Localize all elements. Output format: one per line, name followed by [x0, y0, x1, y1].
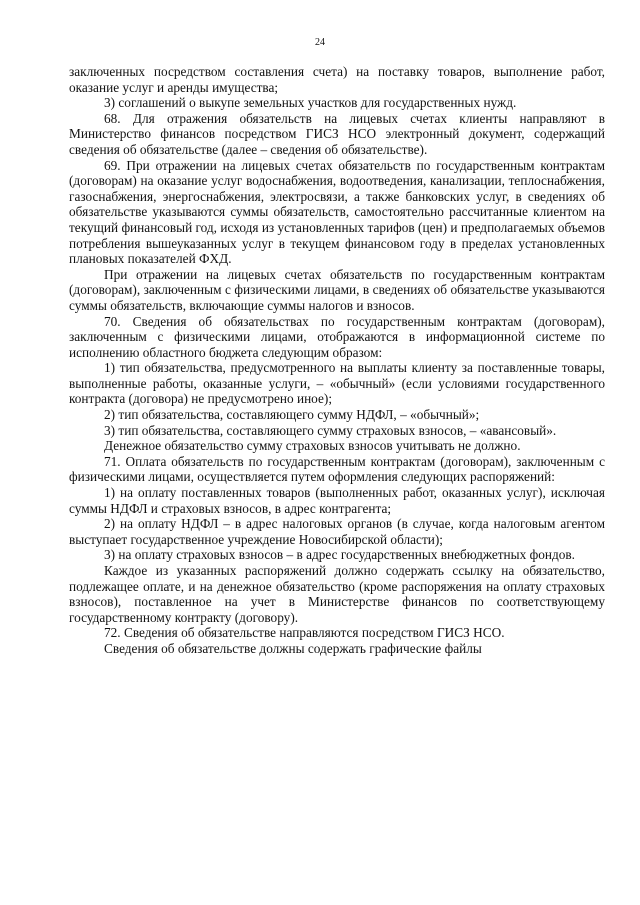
paragraph-continuation: заключенных посредством составления счета) на поставку товаров, выполнение работ, оказание услуг и аренды имущества; — [69, 64, 605, 95]
paragraph-71-note: Каждое из указанных распоряжений должно содержать ссылку на обязательство, подлежащее оплате, и на денежное обязательство (кроме распоряжения на оплату страховых взносов), поставленное на учет в Министерстве финансов по соответствующему государственному контракту (договору). — [69, 563, 605, 625]
paragraph-71-item-1: 1) на оплату поставленных товаров (выполненных работ, оказанных услуг), исключая суммы НДФЛ и страховых взносов, в адрес контрагента; — [69, 485, 605, 516]
paragraph-69: 69. При отражении на лицевых счетах обязательств по государственным контрактам (договорам) на оказание услуг водоснабжения, водоотведения, канализации, теплоснабжения, газоснабжения, энергоснабжения, электросвязи, а также банковских услуг, в сведениях об обязательстве указываются суммы обязательств, самостоятельно рассчитанные клиентом на текущий финансовый год, исходя из установленных тарифов (цен) и предполагаемых объемов потребления вышеуказанных услуг в текущем финансовом году в пределах установленных плановых показателей ФХД. — [69, 157, 605, 267]
paragraph-item-3-land: 3) соглашений о выкупе земельных участков для государственных нужд. — [104, 95, 517, 111]
paragraph-70-item-3: 3) тип обязательства, составляющего сумму страховых взносов, – «авансовый». — [104, 422, 557, 438]
paragraph-71-item-2: 2) на оплату НДФЛ – в адрес налоговых органов (в случае, когда налоговым агентом выступает государственное учреждение Новосибирской области); — [69, 516, 605, 547]
paragraph-71: 71. Оплата обязательств по государственным контрактам (договорам), заключенным с физическими лицами, осуществляется путем оформления следующих распоряжений: — [69, 453, 605, 485]
paragraph-71-item-3: 3) на оплату страховых взносов – в адрес государственных внебюджетных фондов. — [104, 547, 575, 563]
paragraph-69-individuals: При отражении на лицевых счетах обязательств по государственным контрактам (договорам), заключенным с физическими лицами, в сведениях об обязательстве указываются суммы обязательств, включающие суммы налогов и взносов. — [69, 266, 605, 313]
paragraph-68: 68. Для отражения обязательств на лицевых счетах клиенты направляют в Министерство финансов посредством ГИСЗ НСО электронный документ, содержащий сведения об обязательстве (далее – сведения об обязательстве). — [69, 110, 605, 157]
paragraph-70: 70. Сведения об обязательствах по государственным контрактам (договорам), заключенным с физическими лицами, отображаются в информационной системе по исполнению областного бюджета следующим образом: — [69, 313, 605, 360]
paragraph-70-note: Денежное обязательство сумму страховых взносов учитывать не должно. — [104, 438, 521, 454]
page-number: 24 — [315, 37, 325, 48]
document-body — [69, 64, 605, 657]
paragraph-72-files: Сведения об обязательстве должны содержать графические файлы — [104, 640, 482, 656]
paragraph-72: 72. Сведения об обязательстве направляются посредством ГИСЗ НСО. — [104, 625, 505, 641]
paragraph-70-item-1: 1) тип обязательства, предусмотренного на выплаты клиенту за поставленные товары, выполненные работы, оказанные услуги, – «обычный» (если условиями государственного контракта (договора) не предусмотрено иное); — [69, 360, 605, 407]
paragraph-70-item-2: 2) тип обязательства, составляющего сумму НДФЛ, – «обычный»; — [104, 407, 480, 423]
